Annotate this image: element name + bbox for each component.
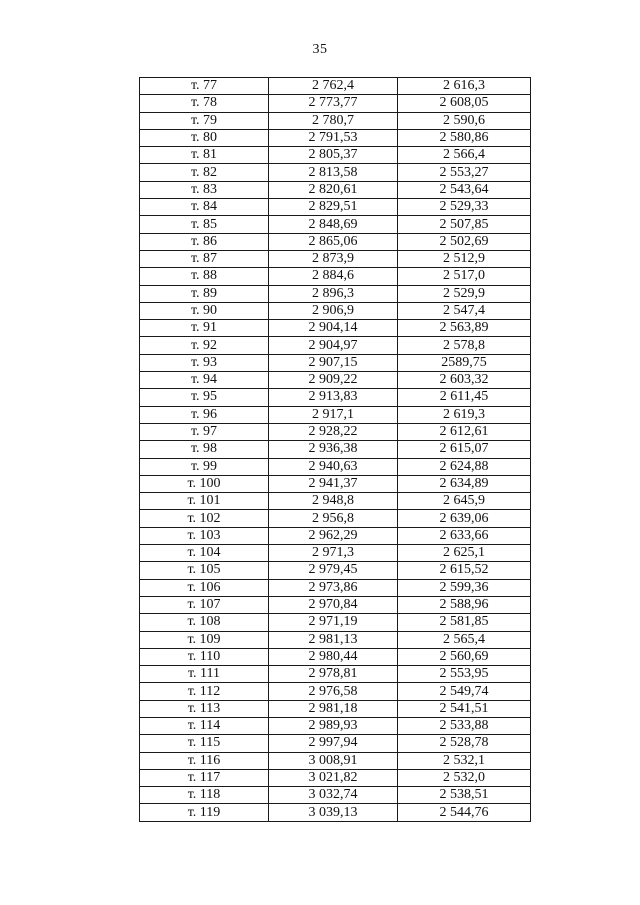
coordinates-table-body — [140, 78, 531, 822]
point-cell: т. 86 — [140, 233, 269, 250]
point-cell: т. 108 — [140, 614, 269, 631]
y-coordinate-cell: 2 533,88 — [398, 717, 531, 734]
x-coordinate-cell: 2 997,94 — [269, 735, 398, 752]
y-coordinate-cell: 2 639,06 — [398, 510, 531, 527]
x-coordinate-cell: 2 780,7 — [269, 112, 398, 129]
y-coordinate-cell: 2 502,69 — [398, 233, 531, 250]
y-coordinate-cell: 2 581,85 — [398, 614, 531, 631]
y-coordinate-cell: 2 590,6 — [398, 112, 531, 129]
point-cell: т. 98 — [140, 441, 269, 458]
y-coordinate-cell: 2 588,96 — [398, 596, 531, 613]
table-row — [140, 458, 531, 475]
y-coordinate-cell: 2 615,52 — [398, 562, 531, 579]
table-row — [140, 631, 531, 648]
table-row — [140, 527, 531, 544]
x-coordinate-cell: 2 906,9 — [269, 302, 398, 319]
y-coordinate-cell: 2 624,88 — [398, 458, 531, 475]
table-row — [140, 372, 531, 389]
table-row — [140, 493, 531, 510]
point-cell: т. 119 — [140, 804, 269, 821]
y-coordinate-cell: 2 619,3 — [398, 406, 531, 423]
y-coordinate-cell: 2 633,66 — [398, 527, 531, 544]
x-coordinate-cell: 2 805,37 — [269, 147, 398, 164]
x-coordinate-cell: 2 981,18 — [269, 700, 398, 717]
point-cell: т. 101 — [140, 493, 269, 510]
table-row — [140, 510, 531, 527]
y-coordinate-cell: 2 563,89 — [398, 320, 531, 337]
point-cell: т. 92 — [140, 337, 269, 354]
table-row — [140, 475, 531, 492]
x-coordinate-cell: 2 971,3 — [269, 545, 398, 562]
x-coordinate-cell: 3 021,82 — [269, 769, 398, 786]
point-cell: т. 100 — [140, 475, 269, 492]
point-cell: т. 102 — [140, 510, 269, 527]
point-cell: т. 106 — [140, 579, 269, 596]
y-coordinate-cell: 2 529,33 — [398, 199, 531, 216]
x-coordinate-cell: 2 791,53 — [269, 129, 398, 146]
y-coordinate-cell: 2 560,69 — [398, 648, 531, 665]
point-cell: т. 95 — [140, 389, 269, 406]
y-coordinate-cell: 2 634,89 — [398, 475, 531, 492]
x-coordinate-cell: 2 980,44 — [269, 648, 398, 665]
x-coordinate-cell: 3 032,74 — [269, 787, 398, 804]
point-cell: т. 109 — [140, 631, 269, 648]
point-cell: т. 107 — [140, 596, 269, 613]
point-cell: т. 99 — [140, 458, 269, 475]
y-coordinate-cell: 2 553,95 — [398, 666, 531, 683]
point-cell: т. 115 — [140, 735, 269, 752]
point-cell: т. 111 — [140, 666, 269, 683]
y-coordinate-cell: 2 615,07 — [398, 441, 531, 458]
point-cell: т. 79 — [140, 112, 269, 129]
x-coordinate-cell: 2 978,81 — [269, 666, 398, 683]
x-coordinate-cell: 2 865,06 — [269, 233, 398, 250]
x-coordinate-cell: 2 973,86 — [269, 579, 398, 596]
table-row — [140, 320, 531, 337]
y-coordinate-cell: 2 529,9 — [398, 285, 531, 302]
point-cell: т. 116 — [140, 752, 269, 769]
table-row — [140, 389, 531, 406]
y-coordinate-cell: 2 603,32 — [398, 372, 531, 389]
y-coordinate-cell: 2 612,61 — [398, 423, 531, 440]
x-coordinate-cell: 2 820,61 — [269, 181, 398, 198]
y-coordinate-cell: 2 608,05 — [398, 95, 531, 112]
table-row — [140, 285, 531, 302]
y-coordinate-cell: 2 547,4 — [398, 302, 531, 319]
x-coordinate-cell: 2 956,8 — [269, 510, 398, 527]
point-cell: т. 82 — [140, 164, 269, 181]
table-row — [140, 112, 531, 129]
x-coordinate-cell: 2 941,37 — [269, 475, 398, 492]
table-row — [140, 614, 531, 631]
point-cell: т. 85 — [140, 216, 269, 233]
table-row — [140, 147, 531, 164]
x-coordinate-cell: 2 904,97 — [269, 337, 398, 354]
table-row — [140, 735, 531, 752]
table-row — [140, 441, 531, 458]
y-coordinate-cell: 2 578,8 — [398, 337, 531, 354]
x-coordinate-cell: 2 948,8 — [269, 493, 398, 510]
table-row — [140, 354, 531, 371]
table-row — [140, 596, 531, 613]
table-row — [140, 250, 531, 267]
y-coordinate-cell: 2 553,27 — [398, 164, 531, 181]
y-coordinate-cell: 2 580,86 — [398, 129, 531, 146]
point-cell: т. 104 — [140, 545, 269, 562]
y-coordinate-cell: 2 512,9 — [398, 250, 531, 267]
table-row — [140, 700, 531, 717]
point-cell: т. 81 — [140, 147, 269, 164]
point-cell: т. 77 — [140, 78, 269, 95]
point-cell: т. 93 — [140, 354, 269, 371]
point-cell: т. 83 — [140, 181, 269, 198]
y-coordinate-cell: 2 645,9 — [398, 493, 531, 510]
point-cell: т. 118 — [140, 787, 269, 804]
table-row — [140, 181, 531, 198]
point-cell: т. 87 — [140, 250, 269, 267]
y-coordinate-cell: 2 538,51 — [398, 787, 531, 804]
x-coordinate-cell: 2 773,77 — [269, 95, 398, 112]
x-coordinate-cell: 2 962,29 — [269, 527, 398, 544]
x-coordinate-cell: 2 936,38 — [269, 441, 398, 458]
y-coordinate-cell: 2 599,36 — [398, 579, 531, 596]
x-coordinate-cell: 2 981,13 — [269, 631, 398, 648]
x-coordinate-cell: 2 917,1 — [269, 406, 398, 423]
x-coordinate-cell: 2 976,58 — [269, 683, 398, 700]
table-row — [140, 562, 531, 579]
y-coordinate-cell: 2589,75 — [398, 354, 531, 371]
table-row — [140, 268, 531, 285]
point-cell: т. 89 — [140, 285, 269, 302]
x-coordinate-cell: 2 971,19 — [269, 614, 398, 631]
table-row — [140, 302, 531, 319]
y-coordinate-cell: 2 616,3 — [398, 78, 531, 95]
point-cell: т. 113 — [140, 700, 269, 717]
x-coordinate-cell: 2 940,63 — [269, 458, 398, 475]
x-coordinate-cell: 2 884,6 — [269, 268, 398, 285]
x-coordinate-cell: 2 928,22 — [269, 423, 398, 440]
x-coordinate-cell: 3 039,13 — [269, 804, 398, 821]
table-row — [140, 545, 531, 562]
table-row — [140, 216, 531, 233]
x-coordinate-cell: 2 762,4 — [269, 78, 398, 95]
table-row — [140, 164, 531, 181]
y-coordinate-cell: 2 544,76 — [398, 804, 531, 821]
y-coordinate-cell: 2 566,4 — [398, 147, 531, 164]
table-row — [140, 337, 531, 354]
point-cell: т. 90 — [140, 302, 269, 319]
x-coordinate-cell: 2 989,93 — [269, 717, 398, 734]
y-coordinate-cell: 2 517,0 — [398, 268, 531, 285]
point-cell: т. 103 — [140, 527, 269, 544]
table-row — [140, 129, 531, 146]
x-coordinate-cell: 2 904,14 — [269, 320, 398, 337]
x-coordinate-cell: 2 913,83 — [269, 389, 398, 406]
table-row — [140, 717, 531, 734]
x-coordinate-cell: 2 829,51 — [269, 199, 398, 216]
table-row — [140, 95, 531, 112]
point-cell: т. 94 — [140, 372, 269, 389]
point-cell: т. 96 — [140, 406, 269, 423]
x-coordinate-cell: 2 970,84 — [269, 596, 398, 613]
y-coordinate-cell: 2 565,4 — [398, 631, 531, 648]
point-cell: т. 78 — [140, 95, 269, 112]
y-coordinate-cell: 2 549,74 — [398, 683, 531, 700]
y-coordinate-cell: 2 541,51 — [398, 700, 531, 717]
y-coordinate-cell: 2 528,78 — [398, 735, 531, 752]
point-cell: т. 105 — [140, 562, 269, 579]
point-cell: т. 97 — [140, 423, 269, 440]
point-cell: т. 117 — [140, 769, 269, 786]
table-row — [140, 423, 531, 440]
table-row — [140, 579, 531, 596]
y-coordinate-cell: 2 532,0 — [398, 769, 531, 786]
page-number: 35 — [312, 42, 328, 57]
y-coordinate-cell: 2 543,64 — [398, 181, 531, 198]
table-row — [140, 406, 531, 423]
table-row — [140, 769, 531, 786]
x-coordinate-cell: 2 848,69 — [269, 216, 398, 233]
table-row — [140, 787, 531, 804]
x-coordinate-cell: 2 873,9 — [269, 250, 398, 267]
table-row — [140, 804, 531, 821]
point-cell: т. 88 — [140, 268, 269, 285]
table-row — [140, 78, 531, 95]
x-coordinate-cell: 3 008,91 — [269, 752, 398, 769]
x-coordinate-cell: 2 909,22 — [269, 372, 398, 389]
y-coordinate-cell: 2 611,45 — [398, 389, 531, 406]
table-row — [140, 233, 531, 250]
x-coordinate-cell: 2 896,3 — [269, 285, 398, 302]
point-cell: т. 84 — [140, 199, 269, 216]
y-coordinate-cell: 2 532,1 — [398, 752, 531, 769]
point-cell: т. 91 — [140, 320, 269, 337]
y-coordinate-cell: 2 507,85 — [398, 216, 531, 233]
point-cell: т. 110 — [140, 648, 269, 665]
coordinates-table — [139, 77, 531, 822]
table-row — [140, 199, 531, 216]
table-row — [140, 666, 531, 683]
x-coordinate-cell: 2 979,45 — [269, 562, 398, 579]
point-cell: т. 112 — [140, 683, 269, 700]
point-cell: т. 114 — [140, 717, 269, 734]
x-coordinate-cell: 2 907,15 — [269, 354, 398, 371]
table-row — [140, 683, 531, 700]
table-row — [140, 648, 531, 665]
x-coordinate-cell: 2 813,58 — [269, 164, 398, 181]
point-cell: т. 80 — [140, 129, 269, 146]
table-row — [140, 752, 531, 769]
y-coordinate-cell: 2 625,1 — [398, 545, 531, 562]
